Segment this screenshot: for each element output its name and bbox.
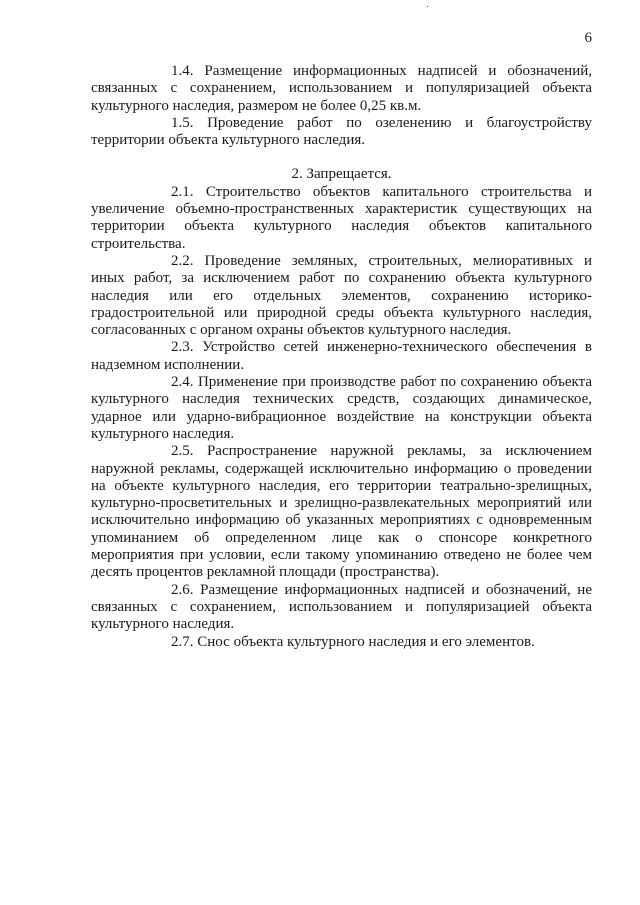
clause-text: Проведение работ по озеленению и благоустройству территории объекта культурного наследия.: [91, 114, 593, 149]
clause-text: Устройство сетей инженерно-технического обеспечения в надземном исполнении.: [91, 339, 592, 373]
clause-number: 2.1.: [171, 183, 194, 200]
clause-number: 2.2.: [171, 252, 194, 269]
clause-2-7: [91, 634, 592, 651]
clause-2-2: [91, 253, 592, 339]
clause-number: 1.4.: [171, 63, 194, 79]
clause-text: Проведение земляных, строительных, мелиоративных и иных работ, за исключением работ по сохранению объекта культурного наследия или его отдельных элементов, сохранению историко-градостроительной или природной среды объекта культурного наследия, согласованных с органом охраны объектов культурного наследия.: [91, 252, 592, 339]
clause-number: 2.6.: [171, 581, 194, 598]
document-body: [91, 63, 592, 651]
clause-2-3: [91, 339, 592, 374]
clause-2-5: [91, 443, 592, 581]
clause-number: 2.4.: [171, 374, 194, 391]
clause-number: 2.7.: [171, 633, 194, 650]
clause-text: Размещение информационных надписей и обозначений, не связанных с сохранением, использованием и популяризацией объекта культурного наследия.: [91, 581, 592, 633]
clause-1-4: [91, 63, 592, 115]
clause-2-1: [91, 184, 592, 253]
clause-text: Размещение информационных надписей и обозначений, связанных с сохранением, использованием и популяризацией объекта культурного наследия, размером не более 0,25 кв.м.: [91, 63, 593, 114]
clause-number: 2.5.: [171, 443, 194, 460]
page-number: 6: [584, 30, 592, 46]
clause-number: 2.3.: [171, 339, 194, 356]
clause-text: Строительство объектов капитального строительства и увеличение объемно-пространственных характеристик существующих на территории объекта культурного наследия объектов капитального строительства.: [91, 183, 592, 252]
clause-number: 1.5.: [171, 114, 194, 131]
section-2-heading: 2. Запрещается.: [291, 166, 392, 183]
clause-text: Снос объекта культурного наследия и его элементов.: [197, 633, 535, 650]
scan-speck: [427, 6, 428, 7]
clause-text: Распространение наружной рекламы, за исключением наружной рекламы, содержащей исключительно информацию о проведении на объекте культурного наследия, его территории театрально-зрелищных, культурно-просветительных и зрелищно-развлекательных мероприятий или исключительно информацию об указанных мероприятиях с одновременным упоминанием об определенном лице как о спонсоре конкретного мероприятия при условии, если такому упоминанию отведено не более чем десять процентов рекламной площади (пространства).: [91, 443, 593, 581]
clause-text: Применение при производстве работ по сохранению объекта культурного наследия технических средств, создающих динамическое, ударное или ударно-вибрационное воздействие на конструкции объекта культурного наследия.: [91, 374, 592, 442]
clause-2-4: [91, 374, 592, 443]
clause-1-5: [91, 115, 592, 150]
clause-2-6: [91, 582, 592, 634]
